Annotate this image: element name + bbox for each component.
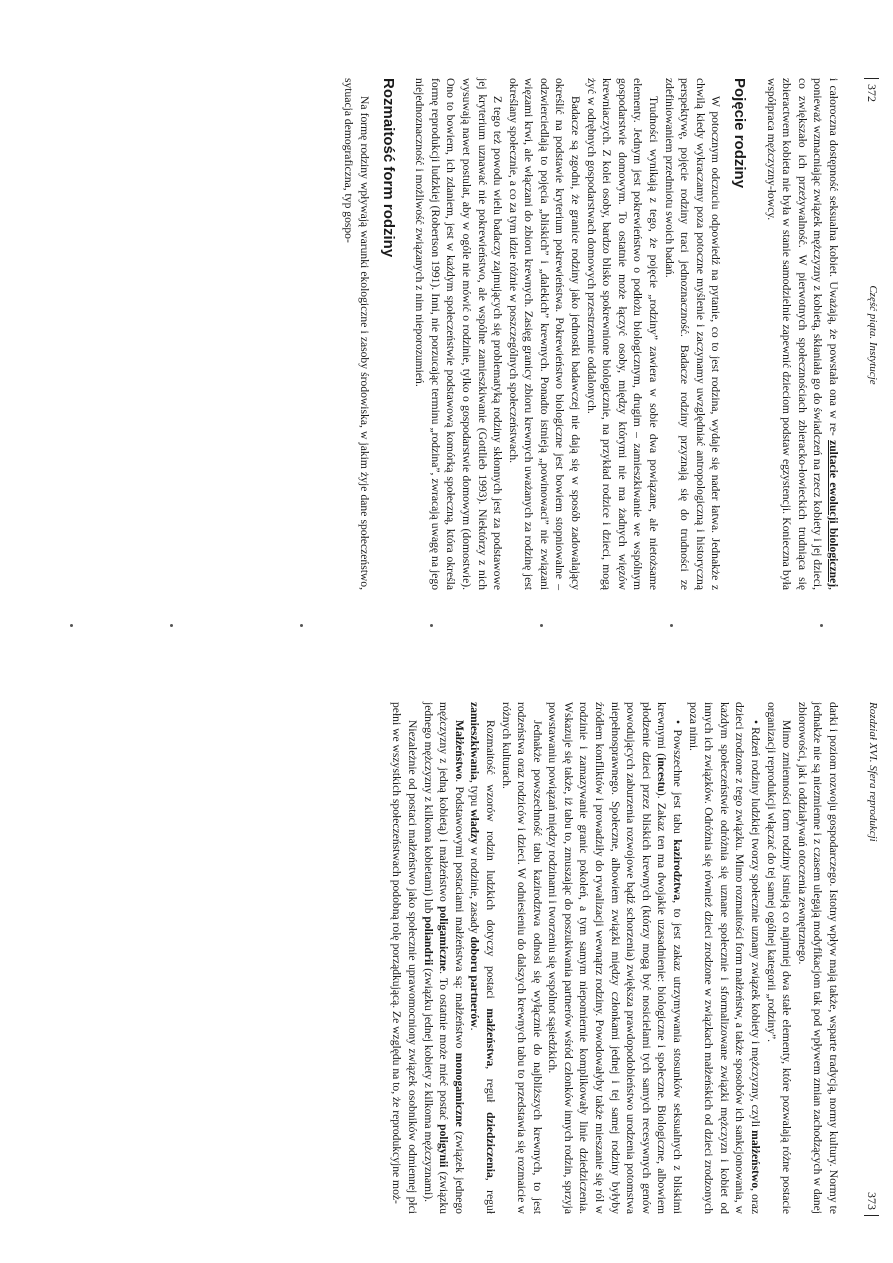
paragraph: Z tego też powodu wielu badaczy zajmujących się problematyką rodziny skłonnych jest za podstawowe jej kryterium uznawać nie pokrewieństwo, ale wspólne zamieszkiwanie (Gottlieb 1993). Niektórzy z nich wysuwają nawet postulat, aby w ogóle nie mówić o rodzinie, tylko o gospodarstwie domowym (domostwie). Ono to bowiem, ich zdaniem, jest w każdym społeczeństwie podstawową komórką społeczną, która określa formę reprodukcji ludzkiej (Robertson 1991). Inni, nie porzucając terminu „rodzina”, zwracają uwagę na jego niejednoznaczność i możliwość związanych z nim nieporozumień. [413,78,505,590]
section-heading-rozmaitosc-form: Rozmaitość form rodziny [379,78,397,258]
text-run: , to jest zakaz utrzymywania stosunków seksualnych z bliskimi krewnymi ( [655,702,685,1214]
bold-term: Małżeństwo [452,720,466,780]
left-running-title: Część piąta. Instytucje [867,285,879,385]
text-run: ). Zakaz ten ma dwojakie uzasadnienie: biologiczne i społeczne. Biologiczne, albowiem płodzenie dzieci przez bliskich krewnych (którzy mogą być nosicielami tych samych recesywnych genów powodujących zaburzenia rozwojowe bądź schorzenia) zwiększa prawdopodobieństwo urodzenia potomstwa niepełnosprawnego. Społeczne, albowiem związki między członkami jednej i tej samej rodziny byłyby źródłem konfliktów i prowadziły do rywalizacji wewnątrz rodziny. Powodowałyby także mieszanie się ról w rodzinie i zamazywanie granic pokoleń, a tym samym niepomiernie komplikowały linie dziedziczenia. Wskazuje się także, iż tabu to, zmuszając do poszukiwania partnerów wśród członków innych rodzin, sprzyja powstawaniu powiązań między rodzinami i tworzeniu się wspólnot sąsiedzkich. [546,702,669,1214]
bold-term: poliandrii [421,916,435,966]
bold-term: poligamiczne [437,906,451,972]
text-run: , reguł [483,1177,497,1214]
underlined-phrase: zultacie ewolucji biologicznej [827,440,840,588]
right-running-title: Rozdział XVI. Sfera reprodukcji [867,702,879,842]
right-page [0,652,893,1256]
text-run: Powszechne jest tabu [671,729,685,840]
left-intro-paragraph [763,78,841,590]
speck [670,624,673,627]
right-running-head [857,702,879,1216]
bullet-paragraph [685,702,763,1214]
text-run: w rodzinie, zasady [468,844,482,937]
bold-term: małżeństwa [483,1008,497,1067]
bold-term: monogamiczne [452,1052,466,1127]
text-run: . To ostatnie może mieć postać [437,971,451,1125]
right-page-number: 373 [864,1192,879,1216]
paragraph [467,702,498,1214]
text-run: , ponieważ wzmacniając związek mężczyzny z kobietą, skłaniała go do świadczeń na rzecz kobiety i jej dzieci, co zwiększało ich przeżywalność. W pierwotnych społecznościach zbieracko-łowieckich trudniąca się zbieractwem kobieta nie była w stanie samodzielnie zapewnić dzieciom podstaw egzystencji. Konieczna była współpraca mężczyzny-łowcy. [764,78,840,590]
left-page [0,28,893,632]
speck [820,624,823,627]
bullet-paragraph [545,702,685,1214]
left-running-head [857,78,879,592]
bold-term: małżeństwo [749,1130,763,1189]
paragraph: Jednakże powszechność tabu kazirodztwa odnosi się wyłącznie do najbliższych krewnych, to jest rodzeństwa oraz rodziców i dzieci. W odniesieniu do dalszych krewnych tabu to przedstawia się rozmaicie w różnych kulturach. [499,702,544,1214]
bold-term: kazirodztwa [671,839,685,901]
speck [300,624,303,627]
speck [70,624,73,627]
bold-term: doboru partnerów [468,936,482,1028]
paragraph: Na formę rodziny wpływają warunki ekologiczne i zasoby środowiska, w jakim żyje dane społeczeństwo, sytuacja demograficzna, typ gospo- [342,78,371,590]
section-heading-pojecie-rodziny: Pojęcie rodziny [731,78,749,189]
paragraph: W potocznym odczuciu odpowiedź na pytanie, co to jest rodzina, wydaje się nader łatwa. Jednakże z chwilą kiedy wykraczamy poza potoczne myślenie i zaczynamy uwzględniać antropologiczną i historyczną perspektywę, pojęcie rodziny traci jednoznaczność. Badacze rodziny przyznają się do trudności ze zdefiniowaniem przedmiotu swoich badań. [662,78,723,590]
text-run: (związek jednego mężczyzny z jedną kobietą) i małżeństwo [437,702,466,1214]
text-run: , typu [468,779,482,810]
bold-term: dziedziczenia [483,1112,497,1178]
text-run: (związku jednej kobiety z kilkoma mężczyznami). [421,965,435,1202]
bold-term: incestu [655,757,669,792]
paragraph: darki i poziom rozwoju gospodarczego. Istotny wpływ mają także, wsparte tradycją, normy kultury. Normy te jednakże nie są niezmienne i z czasem ulegają modyfikacjom tak pod wpływem zmian zachodzących w danej zbiorowości, jak i oddziaływań otoczenia zewnętrznego. [795,702,840,1214]
right-page-body [389,702,841,1214]
speck [170,624,173,627]
text-run: Rozmaitość wzorów rodzin ludzkich dotyczy postaci [483,720,497,1009]
left-page-number: 372 [864,78,879,102]
text-run: , reguł [483,1066,497,1113]
paragraph: Niezależnie od postaci małżeństwo jako społecznie uprawomocniony związek osobników odmiennej płci pełni we wszystkich społeczeństwach podobną rolę porządkującą. Ze względu na to, że reprodukcyjne moż- [390,702,419,1214]
text-run: . [468,1027,482,1031]
text-run: (związku jednego mężczyzny z kilkoma kobietami) lub [421,702,451,1215]
speck [430,624,433,627]
text-run: Rdzeń rodziny ludzkiej tworzy społecznie uznany związek kobiety i mężczyzny, czyli [749,727,763,1131]
paragraph: Mimo zmienności form rodziny istnieją co najmniej dwa stałe elementy, które pozwalają różne postacie organizacji reprodukcji włączać do tej samej ogólnej kategorii „rodziny”. [764,702,794,1214]
bold-term: władzy [468,809,482,845]
text-run: i całoroczna dostępność seksualna kobiet. Uważają, że powstała ona w re- [827,78,840,436]
paragraph [420,702,467,1214]
paragraph: Trudności wynikają z tego, że pojęcie „rodziny” zawiera w sobie dwa powiązane, ale nietożsame elementy. Jednym jest pokrewieństwo o podłożu biologicznym, drugim – zamieszkiwanie we wspólnym gospodarstwie domowym. To ostatnie może łączyć osoby, między którymi nie ma żadnych więzów krewniaczych. Z kolei osoby, bardzo blisko spokrewnione biologicznie, na przykład rodzice i dzieci, mogą żyć w odrębnych gospodarstwach domowych przestrzennie oddalonych. [584,78,661,590]
text-run: . Podstawowymi postaciami małżeństwa są: małżeństwo [452,779,466,1053]
bold-term: zamieszkiwania [468,702,482,780]
paragraph: Badacze są zgodni, że granice rodziny jako jednostki badawczej nie dają się w sposób zadowalający określić na podstawie kryterium pokrewieństwa. Pokrewieństwo biologiczne jest bowiem stopniowalne – odzwierciedlają to pojęcia „bliskich” i „dalekich” krewnych. Ponadto istnieją „powinowaci” nie związani więzami krwi, ale włączani do zbioru krewnych. Zasięg granicy zbioru krewnych uważanych za rodzinę jest określany społecznie, a co za tym idzie różnie w poszczególnych społeczeństwach. [506,78,583,590]
bold-term: poligynii [437,1124,451,1168]
gutter-specks [3,606,863,646]
left-page-body [341,78,841,590]
speck [540,624,543,627]
text-run: , oraz dzieci zrodzone z tego związku. Mimo rozmaitości form małżeństw, a także sposobów ich sankcjonowania, w każdym społeczeństwie odróżnia się uznane społecznie i sformalizowane związki mężczyzn i kobiet od innych ich związków. Odróżnia się również dzieci zrodzone w związkach małżeńskich od dzieci zrodzonych poza nimi. [686,702,763,1214]
